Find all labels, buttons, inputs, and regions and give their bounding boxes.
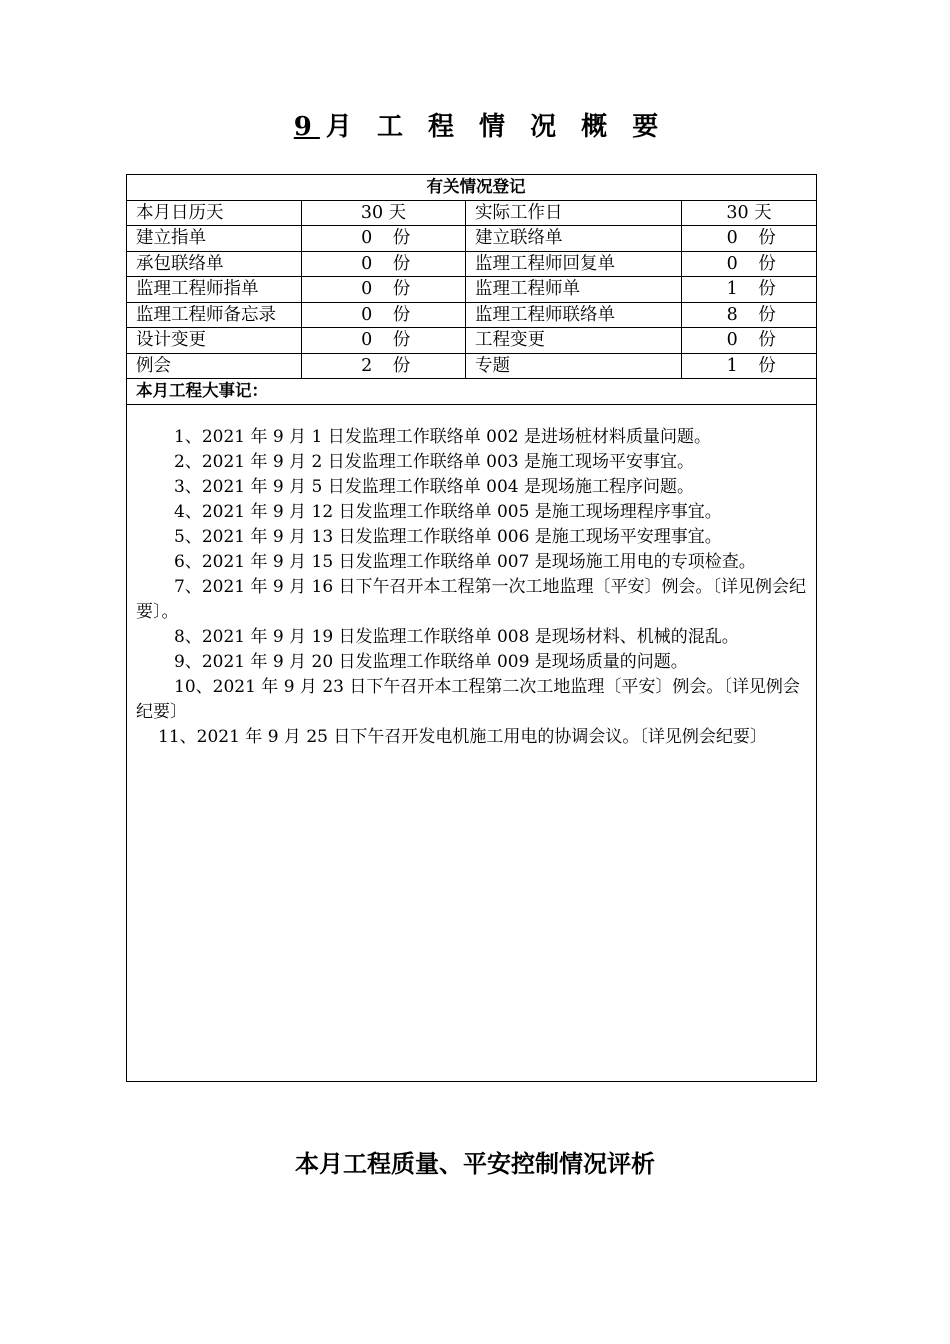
unit: 份 xyxy=(758,355,776,376)
row-value xyxy=(682,328,817,354)
unit: 份 xyxy=(758,253,776,274)
row-label: 设计变更 xyxy=(127,328,302,354)
table-row xyxy=(127,328,817,354)
row-value xyxy=(682,353,817,379)
row-label: 监理工程师回复单 xyxy=(466,251,682,277)
row-value xyxy=(682,251,817,277)
row-value xyxy=(302,226,466,252)
table-row xyxy=(127,302,817,328)
count: 0 xyxy=(726,228,738,249)
row-value xyxy=(302,251,466,277)
unit: 份 xyxy=(392,355,411,376)
count: 0 xyxy=(726,253,738,274)
table-row xyxy=(127,277,817,303)
row-value xyxy=(682,226,817,252)
unit: 份 xyxy=(392,253,411,274)
table-row xyxy=(127,226,817,252)
row-label: 监理工程师备忘录 xyxy=(127,302,302,328)
unit: 份 xyxy=(758,228,776,249)
list-item: 9、2021 年 9 月 20 日发监理工作联络单 009 是现场质量的问题。 xyxy=(174,651,688,672)
count: 0 xyxy=(361,330,373,351)
row-label: 监理工程师单 xyxy=(466,277,682,303)
unit: 份 xyxy=(758,304,776,325)
row-label: 本月日历天 xyxy=(127,200,302,226)
row-label: 承包联络单 xyxy=(127,251,302,277)
list-item: 10、2021 年 9 月 23 日下午召开本工程第二次工地监理〔平安〕例会。〔详见例会纪要〕 xyxy=(136,676,800,722)
list-item: 5、2021 年 9 月 13 日发监理工作联络单 006 是施工现场平安理事宜。 xyxy=(174,526,722,547)
row-value xyxy=(682,277,817,303)
row-label: 监理工程师联络单 xyxy=(466,302,682,328)
list-item: 11、2021 年 9 月 25 日下午召开发电机施工用电的协调会议。〔详见例会纪要〕 xyxy=(158,726,767,747)
register-header: 有关情况登记 xyxy=(127,175,817,201)
section-title: 本月工程质量、平安控制情况评析 xyxy=(295,1150,655,1178)
row-value: 30 天 xyxy=(302,200,466,226)
unit: 份 xyxy=(392,279,411,300)
row-label: 实际工作日 xyxy=(466,200,682,226)
unit: 份 xyxy=(392,304,411,325)
title-text: 月 工 程 情 况 概 要 xyxy=(325,112,667,142)
count: 0 xyxy=(361,279,373,300)
row-label: 例会 xyxy=(127,353,302,379)
row-label: 建立指单 xyxy=(127,226,302,252)
count: 2 xyxy=(361,355,373,376)
row-value xyxy=(682,302,817,328)
unit: 份 xyxy=(758,279,776,300)
count: 1 xyxy=(726,279,738,300)
row-value xyxy=(302,353,466,379)
count: 8 xyxy=(726,304,738,325)
row-label: 工程变更 xyxy=(466,328,682,354)
row-label: 监理工程师指单 xyxy=(127,277,302,303)
title-month: 9 xyxy=(293,112,320,142)
count: 0 xyxy=(361,253,373,274)
list-item: 2、2021 年 9 月 2 日发监理工作联络单 003 是施工现场平安事宜。 xyxy=(174,451,694,472)
count: 0 xyxy=(361,228,373,249)
row-value xyxy=(302,277,466,303)
count: 0 xyxy=(726,330,738,351)
page-title xyxy=(0,106,950,143)
count: 1 xyxy=(726,355,738,376)
table-row xyxy=(127,251,817,277)
row-value xyxy=(302,328,466,354)
list-item: 6、2021 年 9 月 15 日发监理工作联络单 007 是现场施工用电的专项检查。 xyxy=(174,551,756,572)
list-item: 8、2021 年 9 月 19 日发监理工作联络单 008 是现场材料、机械的混乱。 xyxy=(174,626,739,647)
list-item: 3、2021 年 9 月 5 日发监理工作联络单 004 是现场施工程序问题。 xyxy=(174,476,694,497)
register-table xyxy=(126,174,817,1082)
row-value: 30 天 xyxy=(682,200,817,226)
list-item: 4、2021 年 9 月 12 日发监理工作联络单 005 是施工现场理程序事宜。 xyxy=(174,501,722,522)
count: 0 xyxy=(361,304,373,325)
row-label: 专题 xyxy=(466,353,682,379)
table-row xyxy=(127,200,817,226)
row-value xyxy=(302,302,466,328)
row-label: 建立联络单 xyxy=(466,226,682,252)
events-list xyxy=(127,405,816,750)
table-row xyxy=(127,353,817,379)
unit: 份 xyxy=(392,330,411,351)
list-item: 7、2021 年 9 月 16 日下午召开本工程第一次工地监理〔平安〕例会。〔详见例会纪要〕。 xyxy=(136,576,807,622)
events-cell xyxy=(127,404,817,1081)
list-item: 1、2021 年 9 月 1 日发监理工作联络单 002 是进场桩材料质量问题。 xyxy=(174,426,711,447)
unit: 份 xyxy=(758,330,776,351)
unit: 份 xyxy=(392,228,411,249)
events-label: 本月工程大事记： xyxy=(127,379,817,405)
